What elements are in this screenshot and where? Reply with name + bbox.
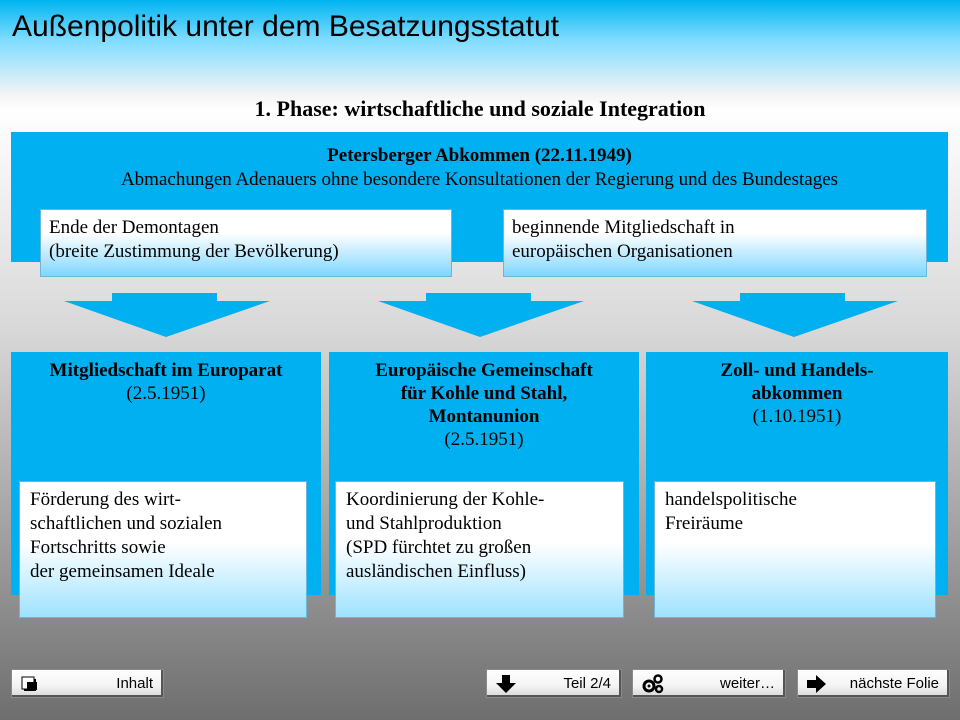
naechste-folie-label: nächste Folie: [849, 675, 939, 692]
weiter-button[interactable]: [632, 669, 786, 698]
page-title: Außenpolitik unter dem Besatzungsstatut: [12, 10, 559, 43]
teil-label: Teil 2/4: [563, 675, 611, 692]
handelsabkommen-date: (1.10.1951): [752, 406, 842, 427]
detail-line: schaftlichen und sozialen: [30, 513, 223, 534]
montanunion-date: (2.5.1951): [444, 429, 524, 450]
europarat-detail: [19, 481, 307, 618]
demontage-line1: Ende der Demontagen: [49, 217, 219, 238]
naechste-folie-button[interactable]: [797, 669, 950, 698]
contents-icon: [20, 674, 40, 692]
handelsabkommen-detail: [654, 481, 936, 618]
down-arrow-icon: [376, 293, 586, 338]
handelsabkommen-heading-1: Zoll- und Handels-: [720, 360, 874, 381]
teil-button[interactable]: [486, 669, 622, 698]
europarat-date: (2.5.1951): [126, 383, 206, 404]
mitgliedschaft-box: [503, 209, 927, 277]
petersberg-heading: Petersberger Abkommen (22.11.1949): [327, 145, 632, 166]
mitgliedschaft-line1: beginnende Mitgliedschaft in: [512, 217, 735, 238]
detail-line: der gemeinsamen Ideale: [30, 561, 215, 582]
montanunion-detail: [335, 481, 624, 618]
weiter-label: weiter…: [719, 675, 775, 692]
petersberg-text: Abmachungen Adenauers ohne besondere Konsultationen der Regierung und des Bundestages: [120, 169, 839, 190]
detail-line: Förderung des wirt-: [30, 489, 181, 510]
europarat-heading: Mitgliedschaft im Europarat: [49, 360, 283, 381]
inhalt-label: Inhalt: [116, 675, 153, 692]
detail-line: (SPD fürchtet zu großen: [346, 537, 532, 558]
down-arrow-icon: [62, 293, 272, 338]
arrow-right-icon: [806, 674, 828, 694]
montanunion-heading-1: Europäische Gemeinschaft: [375, 360, 593, 381]
detail-line: Freiräume: [665, 513, 744, 534]
detail-line: handelspolitische: [665, 489, 797, 510]
detail-line: und Stahlproduktion: [346, 513, 502, 534]
mitgliedschaft-line2: europäischen Organisationen: [512, 241, 733, 262]
down-arrow-icon: [690, 293, 900, 338]
montanunion-heading-3: Montanunion: [428, 406, 540, 427]
detail-line: Fortschritts sowie: [30, 537, 166, 558]
detail-line: Koordinierung der Kohle-: [346, 489, 545, 510]
handelsabkommen-heading-2: abkommen: [751, 383, 843, 404]
detail-line: ausländischen Einfluss): [346, 561, 526, 582]
demontage-line2: (breite Zustimmung der Bevölkerung): [49, 241, 339, 262]
montanunion-heading-2: für Kohle und Stahl,: [400, 383, 568, 404]
arrow-down-icon: [495, 674, 517, 694]
inhalt-button[interactable]: [11, 669, 164, 698]
gears-icon: [641, 674, 665, 694]
section-subtitle: 1. Phase: wirtschaftliche und soziale Integration: [254, 96, 706, 121]
demontage-box: [40, 209, 452, 277]
